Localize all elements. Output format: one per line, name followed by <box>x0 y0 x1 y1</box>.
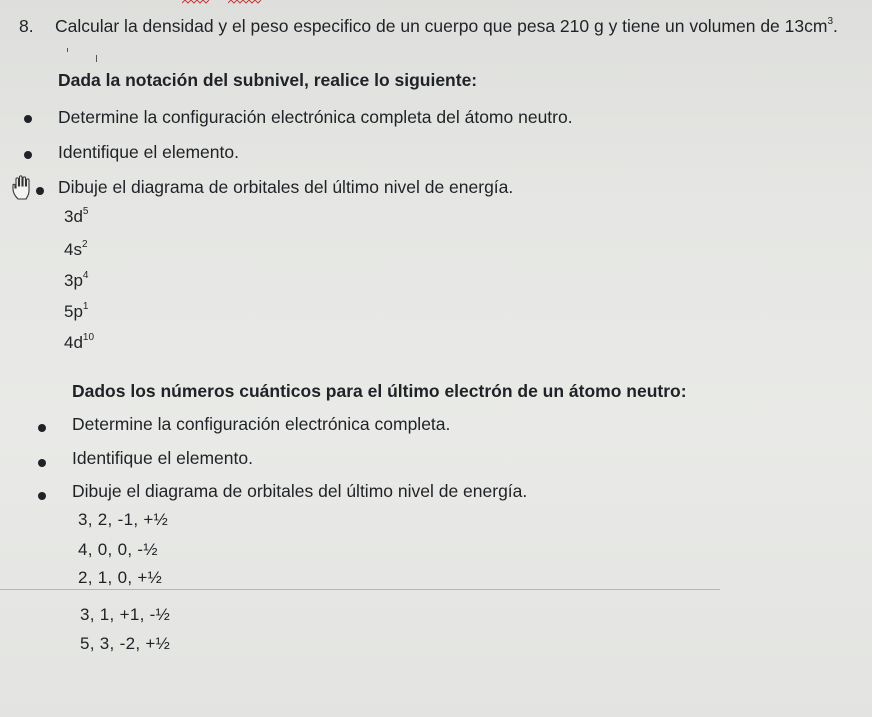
spellcheck-underline <box>182 0 210 4</box>
bullet-dot <box>24 151 32 159</box>
section2-heading: Dados los números cuánticos para el último electrón de un átomo neutro: <box>72 381 687 401</box>
subshell-item: $3d^5$ <box>64 206 89 226</box>
bullet-dot <box>24 115 32 123</box>
spellcheck-underline <box>228 0 262 4</box>
divider-line <box>0 589 720 590</box>
quantum-numbers-item: 2, 1, 0, +½ <box>78 568 163 587</box>
section1-bullet: Dibuje el diagrama de orbitales del último nivel de energía. <box>58 177 514 197</box>
quantum-numbers-item: 5, 3, -2, +½ <box>80 634 171 653</box>
question-text: Calcular la densidad y el peso especifico de un cuerpo que pesa 210 g y tiene un volumen de $13cm^3$. <box>55 16 838 36</box>
section1-heading: Dada la notación del subnivel, realice lo siguiente: <box>58 70 478 90</box>
bullet-dot <box>38 424 46 432</box>
subshell-item: $4d^{10}$ <box>64 332 95 352</box>
bullet-dot <box>36 187 44 195</box>
stray-mark <box>67 48 68 52</box>
question-8 <box>19 16 859 38</box>
question-number: 8. <box>19 16 34 36</box>
quantum-numbers-item: 4, 0, 0, -½ <box>78 540 158 559</box>
section2-bullet: Determine la configuración electrónica completa. <box>72 414 451 434</box>
section1-bullet: Identifique el elemento. <box>58 142 239 162</box>
bullet-dot <box>38 492 46 500</box>
unit-exponent: 3 <box>827 16 834 27</box>
section1-bullet: Determine la configuración electrónica completa del átomo neutro. <box>58 107 573 127</box>
subshell-item: $4s^2$ <box>64 239 88 259</box>
quantum-numbers-item: 3, 1, +1, -½ <box>80 605 171 624</box>
subshell-item: $5p^1$ <box>64 301 89 321</box>
stray-mark <box>96 55 97 62</box>
section2-bullet: Dibuje el diagrama de orbitales del último nivel de energía. <box>72 481 528 501</box>
hand-cursor-icon <box>10 174 34 200</box>
quantum-numbers-item: 3, 2, -1, +½ <box>78 510 169 529</box>
section2-bullet: Identifique el elemento. <box>72 448 253 468</box>
bullet-dot <box>38 459 46 467</box>
subshell-item: $3p^4$ <box>64 270 89 290</box>
